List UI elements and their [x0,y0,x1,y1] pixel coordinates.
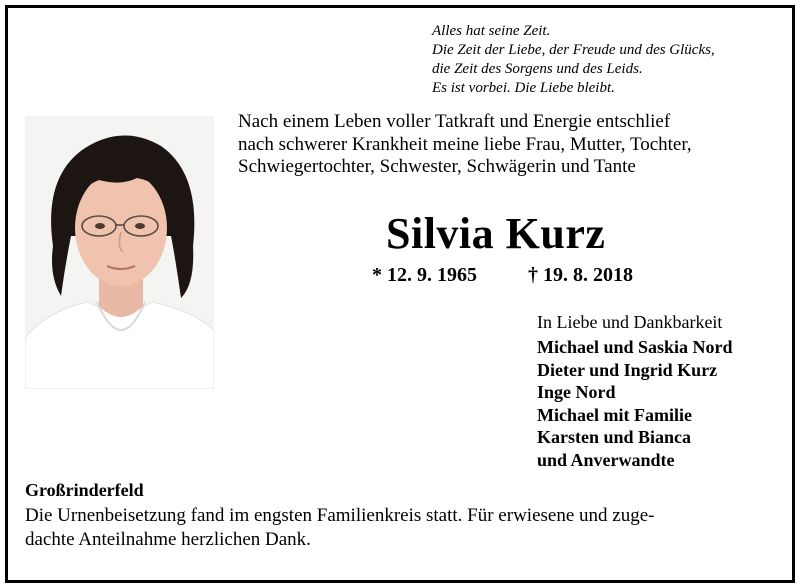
funeral-notice [25,504,773,552]
poem-line: Die Zeit der Liebe, der Freude und des Glücks, [432,42,715,58]
poem-line: die Zeit des Sorgens und des Leids. [432,61,643,77]
mourner-name: Inge Nord [537,382,616,402]
announcement-text [238,111,770,179]
notice-line: Die Urnenbeisetzung fand im engsten Familienkreis statt. Für erwiesene und zuge- [25,505,655,526]
mourner-name: und Anverwandte [537,449,675,470]
poem-line: Alles hat seine Zeit. [432,23,551,39]
portrait-photo [25,116,214,389]
mourner-name: Michael und Saskia Nord [537,337,733,357]
place-name: Großrinderfeld [25,480,144,500]
mourners-list [537,336,733,471]
deceased-name: Silvia Kurz [386,209,606,258]
announcement-line: nach schwerer Krankheit meine liebe Frau, Mutter, Tochter, [238,133,692,155]
birth-date: * 12. 9. 1965 [372,264,477,286]
poem [432,22,715,98]
mourner-name: Dieter und Ingrid Kurz [537,359,718,380]
announcement-line: Nach einem Leben voller Tatkraft und Energie entschlief [238,111,671,132]
death-date: † 19. 8. 2018 [528,264,633,286]
poem-line: Es ist vorbei. Die Liebe bleibt. [432,80,615,96]
announcement-line: Schwiegertochter, Schwester, Schwägerin und Tante [238,156,636,177]
notice-line: dachte Anteilnahme herzlichen Dank. [25,529,311,550]
mourners-intro: In Liebe und Dankbarkeit [537,312,723,332]
mourner-name: Karsten und Bianca [537,427,692,447]
mourner-name: Michael mit Familie [537,404,692,425]
